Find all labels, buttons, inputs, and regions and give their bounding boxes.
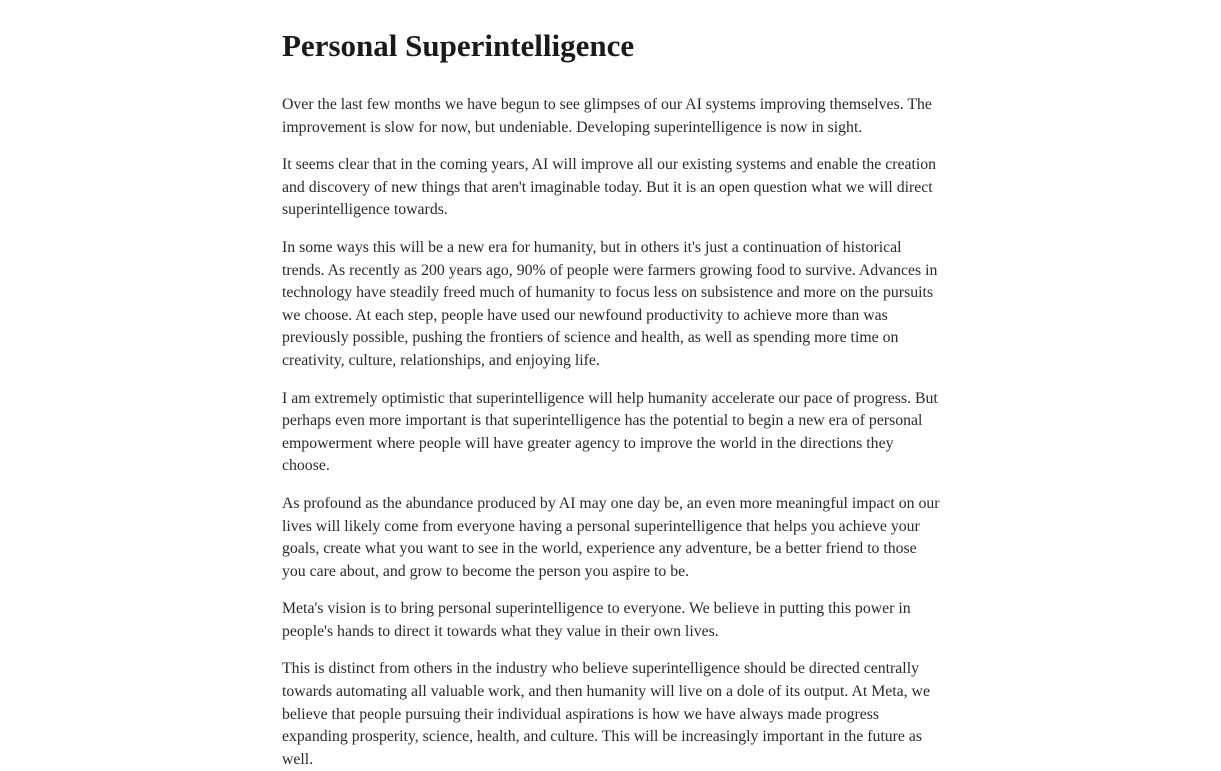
paragraph: In some ways this will be a new era for humanity, but in others it's just a continuation of historical trends. As recently as 200 years ago, 90% of people were farmers growing food to survive. Advances in technology have steadily freed much of humanity to focus less on subsistence and more on the pursuits we choose. At each step, people have used our newfound productivity to achieve more than was previously possible, pushing the frontiers of science and health, as well as spending more time on creativity, culture, relationships, and enjoying life. <box>282 238 938 369</box>
paragraph: Meta's vision is to bring personal superintelligence to everyone. We believe in putting this power in people's hands to direct it towards what they value in their own lives. <box>282 600 911 640</box>
article <box>282 24 942 771</box>
page-title: Personal Superintelligence <box>282 28 635 63</box>
paragraph: It seems clear that in the coming years, AI will improve all our existing systems and enable the creation and discovery of new things that aren't imaginable today. But it is an open question what we will direct superintelligence towards. <box>282 156 937 219</box>
paragraph: I am extremely optimistic that superintelligence will help humanity accelerate our pace of progress. But perhaps even more important is that superintelligence has the potential to begin a new era of personal empowerment where people will have greater agency to improve the world in the directions they choose. <box>282 389 938 475</box>
paragraph: Over the last few months we have begun to see glimpses of our AI systems improving themselves. The improvement is slow for now, but undeniable. Developing superintelligence is now in sight. <box>282 96 932 136</box>
paragraph: This is distinct from others in the industry who believe superintelligence should be directed centrally towards automating all valuable work, and then humanity will live on a dole of its output. At Meta, we believe that people pursuing their individual aspirations is how we have always made progress expanding prosperity, science, health, and culture. This will be increasingly important in the future as well. <box>282 660 930 768</box>
paragraph: As profound as the abundance produced by AI may one day be, an even more meaningful impact on our lives will likely come from everyone having a personal superintelligence that helps you achieve your goals, create what you want to see in the world, experience any adventure, be a better friend to those you care about, and grow to become the person you aspire to be. <box>282 494 940 580</box>
